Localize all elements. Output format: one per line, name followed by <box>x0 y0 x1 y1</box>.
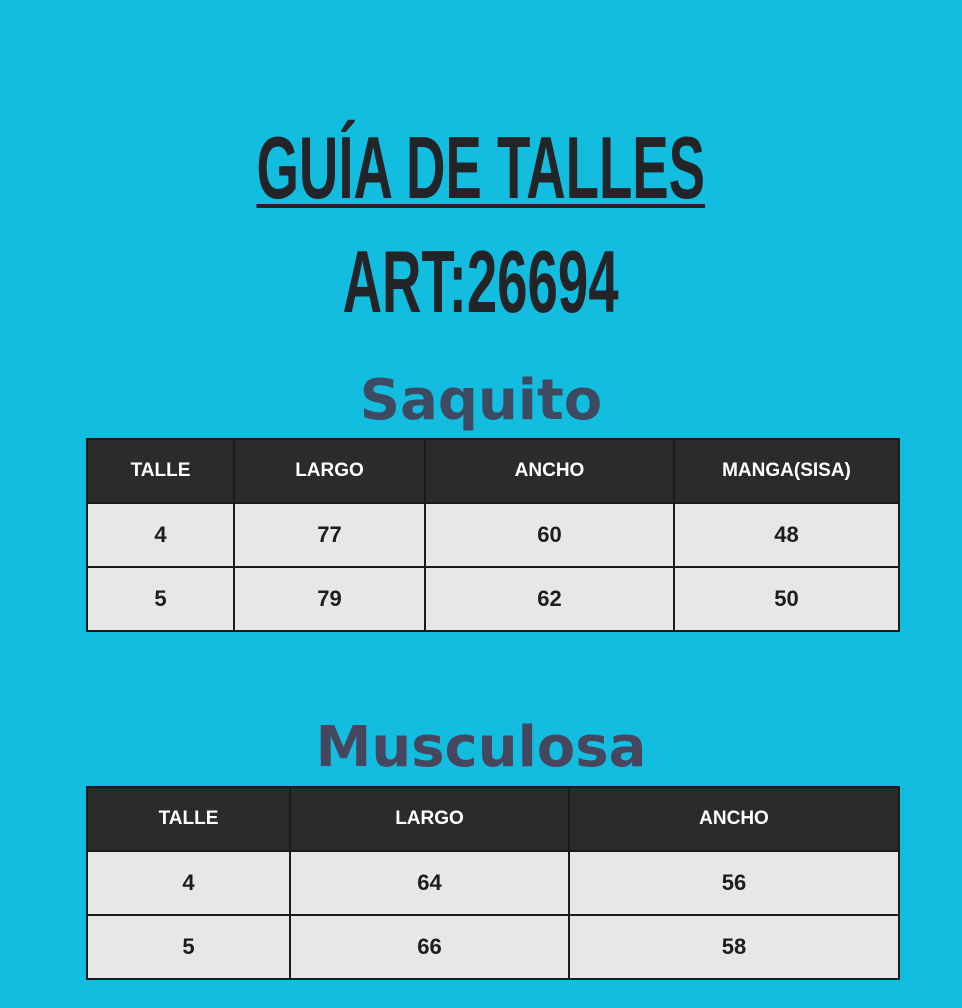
table-cell: 50 <box>674 567 899 631</box>
table-header-row <box>87 787 899 851</box>
page-title <box>0 118 962 218</box>
table-row <box>87 915 899 979</box>
saquito-section-title: Saquito <box>359 368 603 433</box>
table-cell: 64 <box>290 851 569 915</box>
musculosa-size-table <box>86 786 900 980</box>
table-row <box>87 567 899 631</box>
table-row <box>87 851 899 915</box>
table-cell: 4 <box>87 503 234 567</box>
table-cell: 60 <box>425 503 674 567</box>
table-cell: 58 <box>569 915 899 979</box>
table-cell: 5 <box>87 915 290 979</box>
column-header-manga: MANGA(SISA) <box>674 439 899 503</box>
saquito-size-table <box>86 438 900 632</box>
table-row <box>87 503 899 567</box>
page-title-text: GUÍA DE TALLES <box>256 118 706 217</box>
column-header-talle: TALLE <box>87 787 290 851</box>
table-header-row <box>87 439 899 503</box>
table-cell: 62 <box>425 567 674 631</box>
table-cell: 56 <box>569 851 899 915</box>
table-cell: 48 <box>674 503 899 567</box>
column-header-ancho: ANCHO <box>425 439 674 503</box>
article-number <box>0 232 962 332</box>
column-header-largo: LARGO <box>234 439 425 503</box>
article-number-text: ART:26694 <box>343 232 619 331</box>
table-cell: 66 <box>290 915 569 979</box>
table-cell: 79 <box>234 567 425 631</box>
column-header-largo: LARGO <box>290 787 569 851</box>
musculosa-section-title: Musculosa <box>315 715 647 780</box>
table-cell: 77 <box>234 503 425 567</box>
table-cell: 4 <box>87 851 290 915</box>
column-header-talle: TALLE <box>87 439 234 503</box>
table-cell: 5 <box>87 567 234 631</box>
column-header-ancho: ANCHO <box>569 787 899 851</box>
